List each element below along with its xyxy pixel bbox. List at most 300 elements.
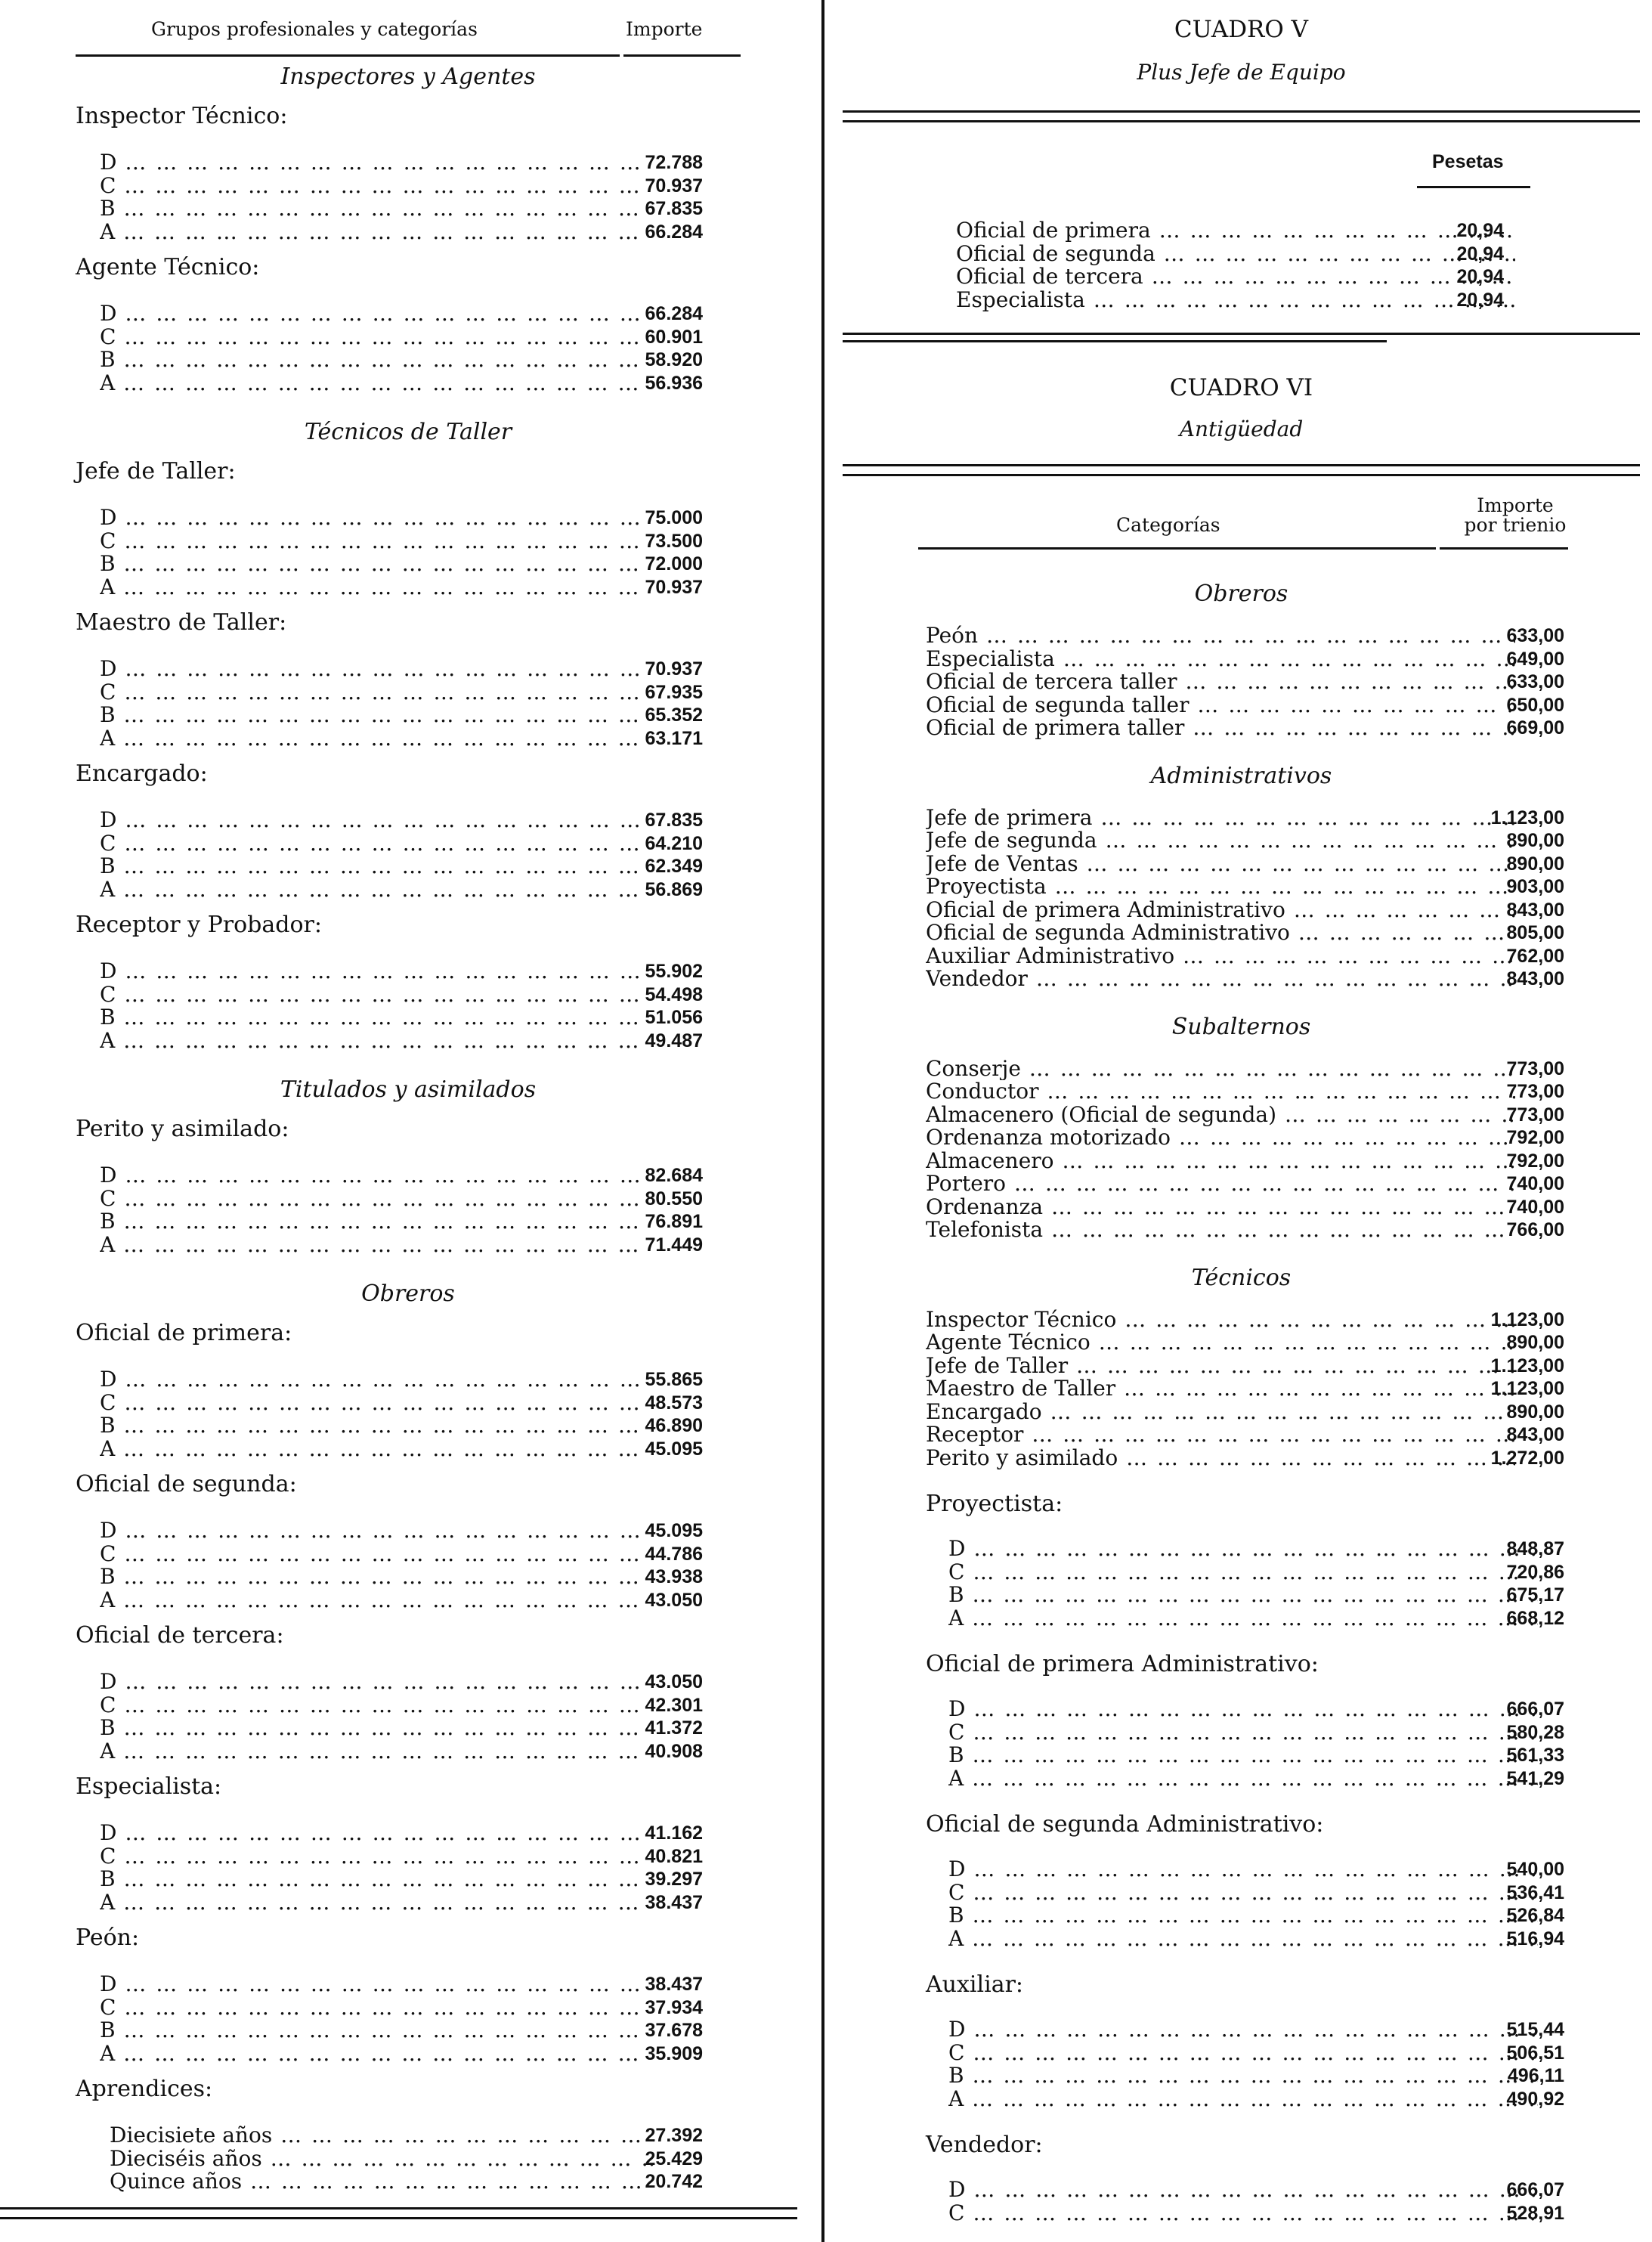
table-row [843,945,1640,968]
row-label: Peón … … … … … … … … … … … … … … … … … … … … … … … … … … … … … … … … … … … … … [926,624,1515,647]
row-value: 541,29 [1506,1767,1564,1789]
cuadro-v-body [843,219,1640,311]
row-value: 740,00 [1506,1196,1564,1218]
left-column [76,14,741,2194]
row-label: Oficial de primera Administrativo … … … … … … … … … … … … … … … … … … … … … … … … … … … … … … … … … … … … … [926,899,1515,921]
row-value: 35.909 [645,2042,703,2064]
row-label: A … … … … … … … … … … … … … … … … … … … … … … … … … … … … … … … … … … … … … [100,2042,644,2065]
cuadro-v-header [843,122,1640,190]
row-value: 516,94 [1506,1928,1564,1949]
row-label: Maestro de Taller … … … … … … … … … … … … … … … … … … … … … … … … … … … … … … … … … … … … … [926,1377,1515,1400]
row-label: Vendedor … … … … … … … … … … … … … … … … … … … … … … … … … … … … … … … … … … … … … [926,968,1515,990]
row-value: 45.095 [645,1520,703,1541]
table-row [76,1392,741,1415]
row-value: 536,41 [1506,1881,1564,1903]
row-label: Conductor … … … … … … … … … … … … … … … … … … … … … … … … … … … … … … … … … … … … … [926,1080,1515,1103]
row-label: Quince años … … … … … … … … … … … … … … … … … … … … … … … … … … … … … … … … … … … … … [110,2170,654,2193]
row-value: 38.437 [645,1891,703,1913]
section-heading: Técnicos [1191,1264,1292,1291]
table-row [843,2018,1640,2042]
group-heading: Peón: [76,1925,140,1951]
row-value: 51.056 [645,1007,703,1028]
cuadro-vi-body [843,579,1640,2225]
group-heading: Auxiliar: [926,1971,1024,1998]
row-label: Oficial de segunda … … … … … … … … … … … … … … … … … … … … … … … … … … … … … … … … … … … … … [956,243,1515,265]
header-rule [76,54,620,57]
row-label: Jefe de primera … … … … … … … … … … … … … … … … … … … … … … … … … … … … … … … … … … … … … [926,807,1515,829]
row-label: A … … … … … … … … … … … … … … … … … … … … … … … … … … … … … … … … … … … … … [948,1928,1538,1950]
row-value: 1.123,00 [1490,1378,1564,1399]
table-row [843,1104,1640,1127]
row-label: C … … … … … … … … … … … … … … … … … … … … … … … … … … … … … … … … … … … … … [100,681,644,704]
table-row [76,1589,741,1612]
header-por-trienio: por trienio [1464,514,1567,536]
row-value: 666,07 [1506,2179,1564,2200]
row-value: 70.937 [645,658,703,680]
group-heading: Agente Técnico: [76,254,260,280]
row-label: D … … … … … … … … … … … … … … … … … … … … … … … … … … … … … … … … … … … … … [100,151,644,174]
table-row [76,175,741,198]
table-row [76,658,741,681]
row-label: B … … … … … … … … … … … … … … … … … … … … … … … … … … … … … … … … … … … … … [100,1717,644,1739]
row-value: 43.050 [645,1589,703,1611]
row-label: Telefonista … … … … … … … … … … … … … … … … … … … … … … … … … … … … … … … … … … … … … [926,1219,1515,1241]
row-label: C … … … … … … … … … … … … … … … … … … … … … … … … … … … … … … … … … … … … … [948,2202,1538,2225]
group-heading: Receptor y Probador: [76,912,322,938]
table-row [76,530,741,553]
table-row [843,1447,1640,1470]
row-label: B … … … … … … … … … … … … … … … … … … … … … … … … … … … … … … … … … … … … … [100,1210,644,1233]
group-heading: Maestro de Taller: [76,609,287,636]
row-value: 41.162 [645,1822,703,1844]
table-row [843,2202,1640,2225]
table-row [843,1126,1640,1150]
row-label: Oficial de tercera taller … … … … … … … … … … … … … … … … … … … … … … … … … … … … … … … … … … … … … [926,670,1515,693]
table-row [76,1671,741,1694]
table-row [76,681,741,704]
row-value: 58.920 [645,349,703,370]
row-value: 762,00 [1506,945,1564,967]
row-label: Jefe de segunda … … … … … … … … … … … … … … … … … … … … … … … … … … … … … … … … … … … … … [926,829,1515,852]
row-label: B … … … … … … … … … … … … … … … … … … … … … … … … … … … … … … … … … … … … … [100,704,644,726]
row-value: 60.901 [645,326,703,348]
row-label: A … … … … … … … … … … … … … … … … … … … … … … … … … … … … … … … … … … … … … [100,1891,644,1914]
group-rows [76,302,741,395]
row-value: 48.573 [645,1392,703,1414]
group-heading: Perito y asimilado: [76,1116,289,1142]
row-value: 67.835 [645,810,703,831]
table-row [76,809,741,832]
row-label: C … … … … … … … … … … … … … … … … … … … … … … … … … … … … … … … … … … … … … [100,1845,644,1868]
group-rows [76,1519,741,1612]
table-row [843,1767,1640,1791]
row-label: A … … … … … … … … … … … … … … … … … … … … … … … … … … … … … … … … … … … … … [948,1607,1538,1630]
table-row [843,2088,1640,2111]
table-row [76,302,741,326]
table-row [76,1368,741,1392]
table-row [76,1543,741,1566]
row-label: Perito y asimilado … … … … … … … … … … … … … … … … … … … … … … … … … … … … … … … … … … … … … [926,1447,1515,1469]
row-label: B … … … … … … … … … … … … … … … … … … … … … … … … … … … … … … … … … … … … … [100,2019,644,2042]
row-label: C … … … … … … … … … … … … … … … … … … … … … … … … … … … … … … … … … … … … … [100,983,644,1006]
row-label: D … … … … … … … … … … … … … … … … … … … … … … … … … … … … … … … … … … … … … [948,1538,1538,1560]
row-label: Receptor … … … … … … … … … … … … … … … … … … … … … … … … … … … … … … … … … … … … … [926,1423,1515,1446]
group-rows [843,2018,1640,2110]
row-label: Oficial de primera … … … … … … … … … … … … … … … … … … … … … … … … … … … … … … … … … … … … … [956,219,1515,242]
row-value: 20,94 [1456,220,1504,241]
table-row [76,1717,741,1740]
row-label: D … … … … … … … … … … … … … … … … … … … … … … … … … … … … … … … … … … … … … [100,506,644,529]
header-rule [1440,547,1568,550]
row-value: 580,28 [1506,1721,1564,1743]
header-importe: Importe [1477,494,1554,516]
section-heading: Técnicos de Taller [304,419,512,445]
row-value: 561,33 [1506,1745,1564,1766]
row-value: 66.284 [645,221,703,243]
row-label: D … … … … … … … … … … … … … … … … … … … … … … … … … … … … … … … … … … … … … [948,2018,1538,2041]
row-label: C … … … … … … … … … … … … … … … … … … … … … … … … … … … … … … … … … … … … … [948,1881,1538,1904]
row-value: 528,91 [1506,2202,1564,2224]
row-value: 843,00 [1506,899,1564,921]
table-row [76,1006,741,1030]
table-row [76,1740,741,1764]
cuadro-v-subtitle: Plus Jefe de Equipo [1137,60,1346,85]
row-value: 73.500 [645,530,703,552]
table-row [76,197,741,221]
row-value: 792,00 [1506,1127,1564,1148]
row-label: D … … … … … … … … … … … … … … … … … … … … … … … … … … … … … … … … … … … … … [100,302,644,325]
table-row [843,1058,1640,1081]
row-value: 805,00 [1506,922,1564,943]
group-rows [843,1858,1640,1950]
row-value: 633,00 [1506,625,1564,646]
cuadro-vi-header [843,491,1640,558]
row-label: A … … … … … … … … … … … … … … … … … … … … … … … … … … … … … … … … … … … … … [100,1234,644,1256]
row-value: 515,44 [1506,2019,1564,2040]
row-label: C … … … … … … … … … … … … … … … … … … … … … … … … … … … … … … … … … … … … … [948,1721,1538,1744]
row-label: Encargado … … … … … … … … … … … … … … … … … … … … … … … … … … … … … … … … … … … … … [926,1401,1515,1423]
group-rows [843,1538,1640,1630]
table-row [843,875,1640,899]
row-value: 526,84 [1506,1905,1564,1926]
row-label: D … … … … … … … … … … … … … … … … … … … … … … … … … … … … … … … … … … … … … [948,1698,1538,1720]
group-rows [76,1973,741,2065]
row-value: 650,00 [1506,694,1564,716]
row-label: C … … … … … … … … … … … … … … … … … … … … … … … … … … … … … … … … … … … … … [100,1543,644,1565]
row-value: 25.429 [645,2148,703,2169]
section-heading: Subalternos [1171,1013,1311,1040]
table-row [843,289,1640,312]
row-value: 46.890 [645,1415,703,1436]
row-label: D … … … … … … … … … … … … … … … … … … … … … … … … … … … … … … … … … … … … … [948,1858,1538,1881]
row-value: 49.487 [645,1030,703,1051]
row-value: 71.449 [645,1234,703,1256]
row-label: Proyectista … … … … … … … … … … … … … … … … … … … … … … … … … … … … … … … … … … … … … [926,875,1515,898]
row-value: 1.123,00 [1490,1355,1564,1376]
row-label: Inspector Técnico … … … … … … … … … … … … … … … … … … … … … … … … … … … … … … … … … … … … … [926,1308,1515,1331]
table-row [843,968,1640,991]
table-row [76,1822,741,1845]
table-row [76,372,741,395]
row-value: 848,87 [1506,1538,1564,1559]
row-value: 20,94 [1456,243,1504,265]
row-value: 20,94 [1456,289,1504,311]
row-value: 55.902 [645,961,703,982]
row-label: C … … … … … … … … … … … … … … … … … … … … … … … … … … … … … … … … … … … … … [100,175,644,197]
group-heading: Oficial de segunda: [76,1471,297,1497]
double-rule [843,110,1640,122]
row-value: 41.372 [645,1717,703,1739]
table-row [76,704,741,727]
table-row [76,832,741,856]
table-row [76,1694,741,1717]
row-label: A … … … … … … … … … … … … … … … … … … … … … … … … … … … … … … … … … … … … … [100,1438,644,1460]
row-value: 39.297 [645,1869,703,1890]
group-heading: Oficial de tercera: [76,1622,284,1649]
header-rule [623,54,741,57]
table-row [76,2124,741,2148]
row-label: B … … … … … … … … … … … … … … … … … … … … … … … … … … … … … … … … … … … … … [100,1006,644,1029]
table-row [76,727,741,751]
table-row [76,2148,741,2171]
row-label: Jefe de Ventas … … … … … … … … … … … … … … … … … … … … … … … … … … … … … … … … … … … … … [926,853,1515,875]
group-rows [76,506,741,599]
row-label: B … … … … … … … … … … … … … … … … … … … … … … … … … … … … … … … … … … … … … [100,1868,644,1891]
row-value: 72.788 [645,152,703,173]
row-value: 506,51 [1506,2042,1564,2064]
row-value: 766,00 [1506,1219,1564,1240]
table-row [76,1996,741,2020]
row-value: 38.437 [645,1974,703,1995]
table-row [843,1196,1640,1219]
row-value: 56.936 [645,372,703,394]
table-row [76,1234,741,1257]
table-row [843,1881,1640,1905]
row-value: 496,11 [1507,2065,1564,2086]
row-value: 42.301 [645,1694,703,1716]
row-value: 64.210 [645,832,703,854]
row-label: Ordenanza motorizado … … … … … … … … … … … … … … … … … … … … … … … … … … … … … … … … … … … … … [926,1126,1515,1149]
row-label: Ordenanza … … … … … … … … … … … … … … … … … … … … … … … … … … … … … … … … … … … … … [926,1196,1515,1219]
row-label: D … … … … … … … … … … … … … … … … … … … … … … … … … … … … … … … … … … … … … [948,2179,1538,2201]
row-value: 80.550 [645,1188,703,1209]
table-row [843,1744,1640,1767]
row-value: 890,00 [1506,830,1564,851]
header-pesetas: Pesetas [1432,151,1504,172]
row-value: 37.678 [645,2020,703,2041]
group-heading: Proyectista: [926,1491,1063,1517]
section-heading: Obreros [361,1280,455,1307]
row-label: D … … … … … … … … … … … … … … … … … … … … … … … … … … … … … … … … … … … … … [100,1671,644,1693]
row-label: Oficial de tercera … … … … … … … … … … … … … … … … … … … … … … … … … … … … … … … … … … … … … [956,265,1515,288]
row-label: Agente Técnico … … … … … … … … … … … … … … … … … … … … … … … … … … … … … … … … … … … … … [926,1331,1515,1354]
row-value: 55.865 [645,1369,703,1390]
header-categorias: Categorías [1116,514,1220,536]
table-row [843,1423,1640,1447]
row-label: C … … … … … … … … … … … … … … … … … … … … … … … … … … … … … … … … … … … … … [948,2042,1538,2064]
row-value: 56.869 [645,878,703,900]
row-label: A … … … … … … … … … … … … … … … … … … … … … … … … … … … … … … … … … … … … … [100,727,644,750]
group-rows [76,151,741,243]
row-value: 675,17 [1506,1584,1564,1606]
row-value: 70.937 [645,576,703,598]
row-label: Auxiliar Administrativo … … … … … … … … … … … … … … … … … … … … … … … … … … … … … … … … … … … … … [926,945,1515,968]
row-value: 490,92 [1506,2088,1564,2110]
group-heading: Encargado: [76,760,208,787]
table-row [843,694,1640,717]
table-row [843,2064,1640,2088]
row-value: 20.742 [645,2171,703,2192]
row-label: D … … … … … … … … … … … … … … … … … … … … … … … … … … … … … … … … … … … … … [100,1368,644,1391]
row-value: 669,00 [1506,717,1564,739]
table-row [76,1438,741,1461]
row-label: Conserje … … … … … … … … … … … … … … … … … … … … … … … … … … … … … … … … … … … … … [926,1058,1515,1080]
row-label: B … … … … … … … … … … … … … … … … … … … … … … … … … … … … … … … … … … … … … [100,348,644,371]
table-row [843,1172,1640,1196]
row-label: C … … … … … … … … … … … … … … … … … … … … … … … … … … … … … … … … … … … … … [100,530,644,553]
row-value: 773,00 [1506,1104,1564,1126]
table-row [76,1519,741,1543]
table-header [76,14,741,57]
row-value: 82.684 [645,1165,703,1186]
table-row [76,576,741,599]
table-row [76,1414,741,1438]
table-row [843,1721,1640,1745]
row-value: 1.123,00 [1490,1308,1564,1330]
row-label: Almacenero (Oficial de segunda) … … … … … … … … … … … … … … … … … … … … … … … … … … … … … … … … … … … … … [926,1104,1515,1126]
row-value: 903,00 [1506,876,1564,897]
row-value: 75.000 [645,507,703,528]
row-label: A … … … … … … … … … … … … … … … … … … … … … … … … … … … … … … … … … … … … … [100,372,644,395]
row-value: 666,07 [1506,1699,1564,1720]
row-value: 843,00 [1506,968,1564,989]
row-label: B … … … … … … … … … … … … … … … … … … … … … … … … … … … … … … … … … … … … … [948,1904,1538,1927]
header-rule [1417,186,1530,188]
table-row [843,670,1640,694]
row-label: Especialista … … … … … … … … … … … … … … … … … … … … … … … … … … … … … … … … … … … … … [926,648,1515,670]
group-heading: Oficial de primera: [76,1320,292,1346]
group-rows [76,809,741,901]
group-rows [76,1671,741,1763]
section-heading: Obreros [1194,581,1288,607]
section-heading: Inspectores y Agentes [280,63,536,90]
row-value: 890,00 [1506,1401,1564,1423]
row-value: 720,86 [1506,1561,1564,1583]
table-row [843,1308,1640,1332]
row-label: C … … … … … … … … … … … … … … … … … … … … … … … … … … … … … … … … … … … … … [948,1561,1538,1584]
group-rows [843,624,1640,740]
row-value: 67.935 [645,681,703,703]
table-row [76,960,741,983]
row-value: 792,00 [1506,1150,1564,1172]
header-importe: Importe [626,18,703,40]
row-value: 54.498 [645,983,703,1005]
bottom-double-rule [0,2207,797,2219]
table-row [843,1355,1640,1378]
row-value: 540,00 [1506,1859,1564,1880]
group-heading: Oficial de primera Administrativo: [926,1651,1319,1677]
row-value: 37.934 [645,1996,703,2018]
row-label: D … … … … … … … … … … … … … … … … … … … … … … … … … … … … … … … … … … … … … [100,809,644,831]
row-label: D … … … … … … … … … … … … … … … … … … … … … … … … … … … … … … … … … … … … … [100,658,644,680]
table-row [843,2042,1640,2065]
table-row [843,243,1640,266]
row-label: D … … … … … … … … … … … … … … … … … … … … … … … … … … … … … … … … … … … … … [100,1519,644,1542]
group-rows [76,1822,741,1914]
table-row [76,1891,741,1915]
row-label: Especialista … … … … … … … … … … … … … … … … … … … … … … … … … … … … … … … … … … … … … [956,289,1515,311]
row-value: 43.938 [645,1566,703,1587]
header-rule [918,547,1436,550]
table-row [76,1164,741,1188]
table-row [76,348,741,372]
row-value: 633,00 [1506,671,1564,692]
row-label: C … … … … … … … … … … … … … … … … … … … … … … … … … … … … … … … … … … … … … [100,1392,644,1414]
row-label: Portero … … … … … … … … … … … … … … … … … … … … … … … … … … … … … … … … … … … … … [926,1172,1515,1195]
row-label: A … … … … … … … … … … … … … … … … … … … … … … … … … … … … … … … … … … … … … [100,1740,644,1763]
table-row [843,1584,1640,1607]
table-row [76,1973,741,1996]
table-row [843,2179,1640,2202]
table-row [76,878,741,902]
table-row [843,1928,1640,1951]
row-label: A … … … … … … … … … … … … … … … … … … … … … … … … … … … … … … … … … … … … … [100,878,644,901]
row-label: Oficial de segunda taller … … … … … … … … … … … … … … … … … … … … … … … … … … … … … … … … … … … … … [926,694,1515,717]
row-value: 740,00 [1506,1173,1564,1194]
table-row [843,1377,1640,1401]
row-label: A … … … … … … … … … … … … … … … … … … … … … … … … … … … … … … … … … … … … … [100,221,644,243]
table-row [843,624,1640,648]
group-heading: Oficial de segunda Administrativo: [926,1811,1324,1838]
row-label: Oficial de primera taller … … … … … … … … … … … … … … … … … … … … … … … … … … … … … … … … … … … … … [926,717,1515,739]
group-heading: Inspector Técnico: [76,103,288,129]
table-row [76,506,741,530]
table-row [843,1219,1640,1242]
row-value: 843,00 [1506,1424,1564,1445]
table-row [843,219,1640,243]
left-table-body [76,62,741,2194]
table-row [843,265,1640,289]
header-groups: Grupos profesionales y categorías [151,18,478,40]
row-label: Almacenero … … … … … … … … … … … … … … … … … … … … … … … … … … … … … … … … … … … … … [926,1150,1515,1172]
row-value: 20,94 [1456,266,1504,287]
table-row [843,899,1640,922]
double-rule [843,464,1640,476]
table-row [843,1561,1640,1584]
group-heading: Vendedor: [926,2132,1043,2158]
table-row [843,1698,1640,1721]
group-rows [76,960,741,1052]
row-label: C … … … … … … … … … … … … … … … … … … … … … … … … … … … … … … … … … … … … … [100,1996,644,2019]
row-label: Oficial de segunda Administrativo … … … … … … … … … … … … … … … … … … … … … … … … … … … … … … … … … … … … … [926,921,1515,944]
group-rows [76,1368,741,1460]
table-row [76,2019,741,2042]
row-value: 40.821 [645,1845,703,1867]
group-rows [76,1164,741,1256]
row-label: C … … … … … … … … … … … … … … … … … … … … … … … … … … … … … … … … … … … … … [100,1694,644,1717]
right-column [843,14,1640,2225]
row-value: 62.349 [645,856,703,877]
table-row [76,1188,741,1211]
table-row [76,1030,741,1053]
row-value: 63.171 [645,727,703,749]
row-value: 890,00 [1506,853,1564,875]
table-row [843,1080,1640,1104]
cuadro-v-title: CUADRO V [1174,16,1309,43]
group-rows [76,658,741,750]
group-rows [843,2179,1640,2225]
cuadro-vi-subtitle: Antigüedad [1179,417,1304,441]
